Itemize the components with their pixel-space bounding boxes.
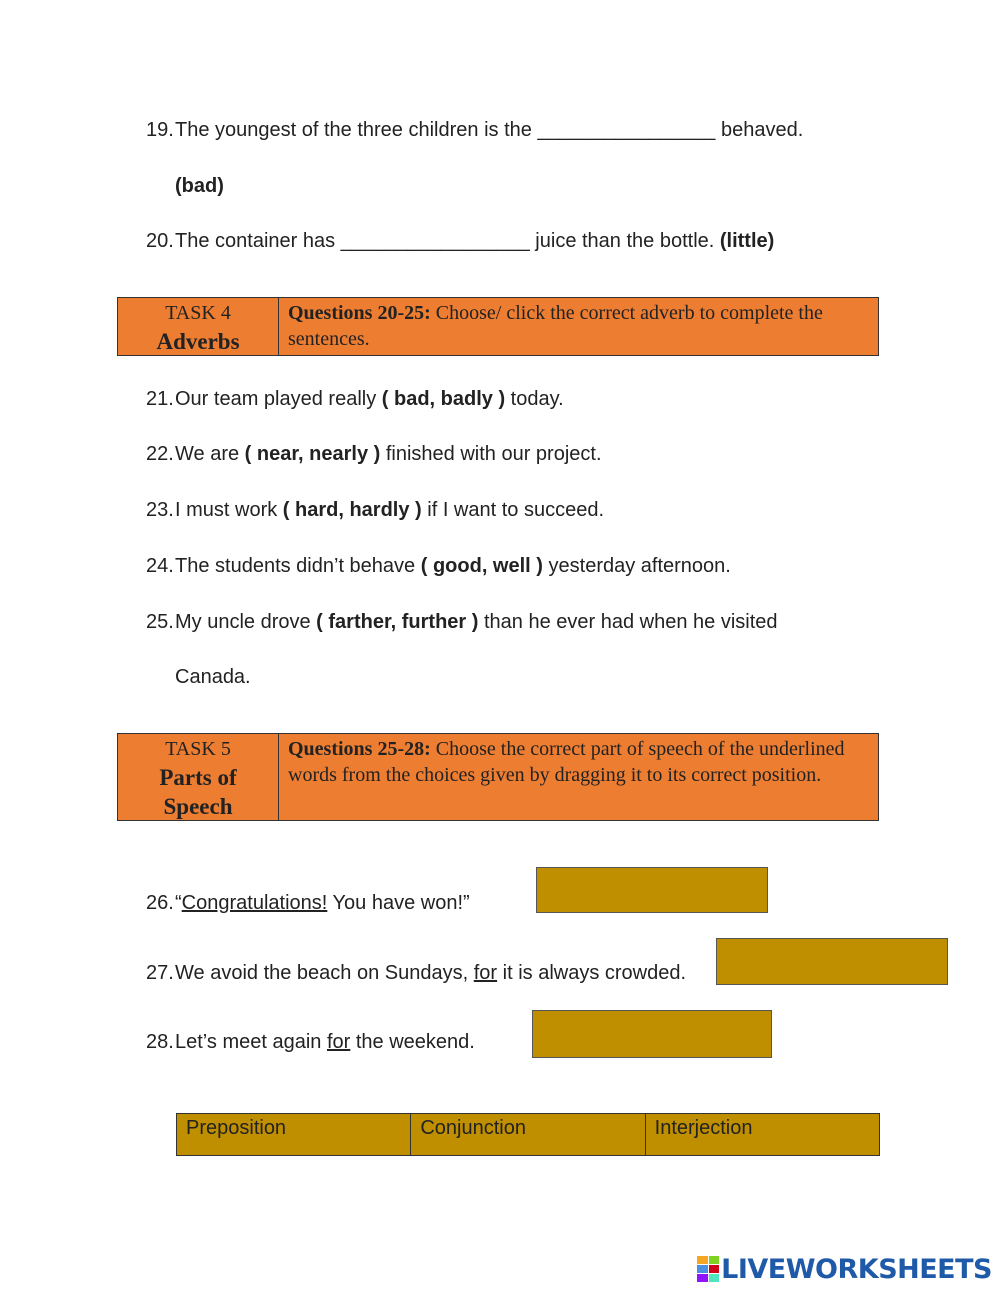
task-4-header [117, 297, 879, 356]
question-25 [146, 611, 778, 634]
question-24 [146, 555, 731, 578]
question-text-end: the weekend. [350, 1031, 475, 1053]
question-text: We are [175, 443, 245, 465]
instruction-text: Choose the correct part of speech of the underlined words from the choices given by dragging it to its correct position. [288, 738, 845, 786]
question-text: I must work [175, 499, 283, 521]
question-text: We avoid the beach on Sundays, [175, 962, 474, 984]
question-text: Our team played really [175, 388, 382, 410]
task-title-line1: Parts of [159, 765, 237, 790]
question-text-end: today. [505, 388, 564, 410]
question-26 [146, 892, 470, 915]
question-27 [146, 962, 686, 985]
question-text-end: You have won!” [327, 892, 470, 914]
question-19-hint: (bad) [175, 175, 224, 197]
underlined-word: for [473, 962, 498, 984]
question-text-end: yesterday afternoon. [542, 555, 731, 577]
adverb-choices[interactable]: ( near, nearly ) [244, 443, 381, 465]
question-20 [146, 230, 774, 253]
question-number: 21. [146, 388, 174, 410]
task-5-instructions [279, 734, 878, 820]
question-19 [146, 119, 803, 142]
task-label: TASK 5 [165, 738, 231, 760]
quote-open: “ [175, 892, 182, 914]
drop-zone-28[interactable] [532, 1010, 772, 1058]
underlined-word: for [326, 1031, 351, 1053]
drag-choices [176, 1113, 880, 1156]
question-number: 28. [146, 1031, 174, 1053]
question-number: 26. [146, 892, 174, 914]
task-4-label-cell [118, 298, 279, 355]
question-text: My uncle drove [175, 611, 317, 633]
question-25-continued: Canada. [175, 666, 251, 688]
question-text: Let’s meet again [175, 1031, 327, 1053]
question-number: 27. [146, 962, 174, 984]
instruction-text: Choose/ click the correct adverb to complete the sentences. [288, 302, 823, 350]
liveworksheets-logo [697, 1251, 992, 1287]
task-5-header [117, 733, 879, 821]
question-number: 20. [146, 230, 174, 252]
question-21 [146, 388, 564, 411]
question-number: 23. [146, 499, 174, 521]
adverb-choices[interactable]: ( bad, badly ) [381, 388, 506, 410]
question-text: The students didn’t behave [175, 555, 421, 577]
question-23 [146, 499, 604, 522]
choice-preposition[interactable]: Preposition [177, 1114, 411, 1155]
question-text-end: it is always crowded. [497, 962, 687, 984]
question-hint: (little) [719, 230, 775, 252]
question-number: 19. [146, 119, 174, 141]
logo-mark-icon [697, 1256, 719, 1282]
task-title-line2: Speech [163, 794, 233, 819]
question-range: Questions 25-28: [288, 738, 431, 760]
task-5-label-cell [118, 734, 279, 820]
drop-zone-27[interactable] [716, 938, 948, 985]
question-range: Questions 20-25: [288, 302, 431, 324]
task-title: Adverbs [156, 329, 240, 354]
question-number: 22. [146, 443, 174, 465]
task-label: TASK 4 [165, 302, 231, 324]
adverb-choices[interactable]: ( hard, hardly ) [282, 499, 422, 521]
brand-name: LIVEWORKSHEETS [721, 1253, 992, 1285]
question-number: 24. [146, 555, 174, 577]
task-4-instructions [279, 298, 878, 355]
question-text: The youngest of the three children is the ________________ behaved. [175, 119, 804, 141]
adverb-choices[interactable]: ( good, well ) [420, 555, 543, 577]
choice-conjunction[interactable]: Conjunction [411, 1114, 645, 1155]
question-text: The container has _________________ juice than the bottle. [175, 230, 720, 252]
question-text-end: finished with our project. [380, 443, 602, 465]
drop-zone-26[interactable] [536, 867, 768, 913]
choice-interjection[interactable]: Interjection [646, 1114, 879, 1155]
question-text-end: if I want to succeed. [421, 499, 605, 521]
adverb-choices[interactable]: ( farther, further ) [316, 611, 479, 633]
question-number: 25. [146, 611, 174, 633]
question-28 [146, 1031, 475, 1054]
question-text-end: than he ever had when he visited [478, 611, 778, 633]
question-22 [146, 443, 602, 466]
underlined-word: Congratulations! [181, 892, 328, 914]
